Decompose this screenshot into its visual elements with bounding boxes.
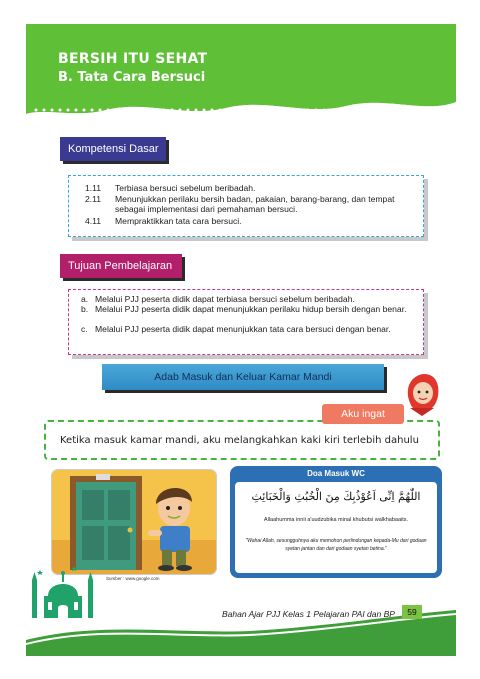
item-text: Melalui PJJ peserta didik dapat menunjukkan perilaku hidup bersih dengan benar. [95,304,407,314]
chapter-title: BERSIH ITU SEHAT [58,51,208,67]
item-text: Menunjukkan perilaku bersih badan, pakaian, barang-barang, dan tempat sebagai implementasi dari pemahaman bersuci. [115,194,395,214]
item-letter: c. [81,324,88,334]
footer-text: Bahan Ajar PJJ Kelas 1 Pelajaran PAI dan BP [222,609,395,619]
item-text: Terbiasa bersuci sebelum beribadah. [115,183,256,193]
item-letter: b. [81,304,89,314]
section-title: B. Tata Cara Bersuci [58,70,206,85]
doa-card [230,466,442,578]
doa-title: Doa Masuk WC [307,469,365,478]
item-text: Melalui PJJ peserta didik dapat menunjukkan tata cara bersuci dengan benar. [95,324,391,334]
doa-latin-text: Allaahumma innii a'uudzubika minal khubutsi walkhabaaits. [263,517,409,523]
boy-entering-door-illustration [52,470,216,574]
doa-content [235,482,437,573]
doa-meaning-text: "Wahai Allah, sesungguhnya aku memohon perlindungan kepada-Mu dari godaan syetan jantan dan dari godaan syetan betina." [245,538,427,552]
aku-ingat-label: Aku ingat [322,404,404,424]
item-text: Mempraktikkan tata cara bersuci. [115,216,242,226]
item-number: 1.11 [85,183,102,193]
page-number: 59 [402,605,422,619]
kompetensi-dasar-label: Kompetensi Dasar [60,137,166,161]
item-text: Melalui PJJ peserta didik dapat terbiasa bersuci sebelum beribadah. [95,294,355,304]
item-number: 2.11 [85,194,102,204]
image-source-caption: Sumber : www.google.com [106,576,160,581]
tujuan-pembelajaran-label: Tujuan Pembelajaran [60,254,182,278]
reminder-text: Ketika masuk kamar mandi, aku melangkahkan kaki kiri terlebih dahulu [60,435,419,446]
doa-arabic-text: اللّٰهُمَّ اِنِّى اَعُوْذُبِكَ مِنَ الْخُبُثِ وَالْخَبَائِثِ [251,490,421,503]
topic-banner: Adab Masuk dan Keluar Kamar Mandi [102,364,384,390]
illustration-art [52,470,216,574]
item-number: 4.11 [85,216,102,226]
kompetensi-dasar-box [68,175,424,237]
chapter-header [26,24,456,126]
girl-illustration [402,372,442,416]
tujuan-pembelajaran-box [68,289,424,355]
item-letter: a. [81,294,89,304]
